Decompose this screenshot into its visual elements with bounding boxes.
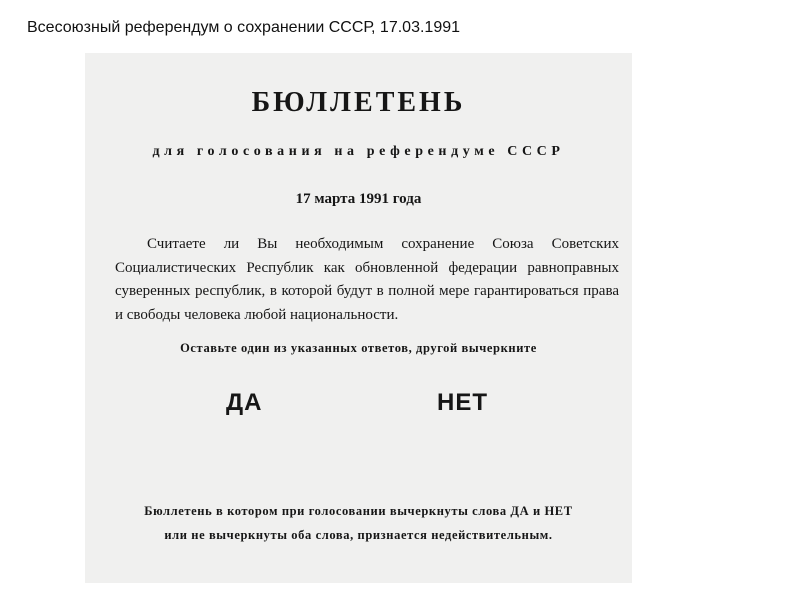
ballot-note <box>85 499 632 547</box>
ballot-instruction: Оставьте один из указанных ответов, другой вычеркните <box>180 341 537 355</box>
ballot-question: Считаете ли Вы необходимым сохранение Союза Советских Социалистических Республик как обновленной федерации равноправных суверенных республик, в которой будут в полной мере гарантироваться права и свободы человека любой национальности. <box>115 236 619 323</box>
answer-yes: ДА <box>226 389 263 416</box>
slide-title: Всесоюзный референдум о сохранении СССР, 17.03.1991 <box>27 19 461 36</box>
ballot-date: 17 марта 1991 года <box>295 191 422 207</box>
ballot-image <box>85 53 632 583</box>
ballot-heading: БЮЛЛЕТЕНЬ <box>251 87 466 118</box>
ballot-note-line2: или не вычеркнуты оба слова, признается недействительным. <box>164 528 553 542</box>
ballot-subheading: для голосования на референдуме СССР <box>152 144 565 159</box>
ballot-note-line1: Бюллетень в котором при голосовании вычеркнуты слова ДА и НЕТ <box>144 504 573 518</box>
answer-no: НЕТ <box>437 389 488 416</box>
